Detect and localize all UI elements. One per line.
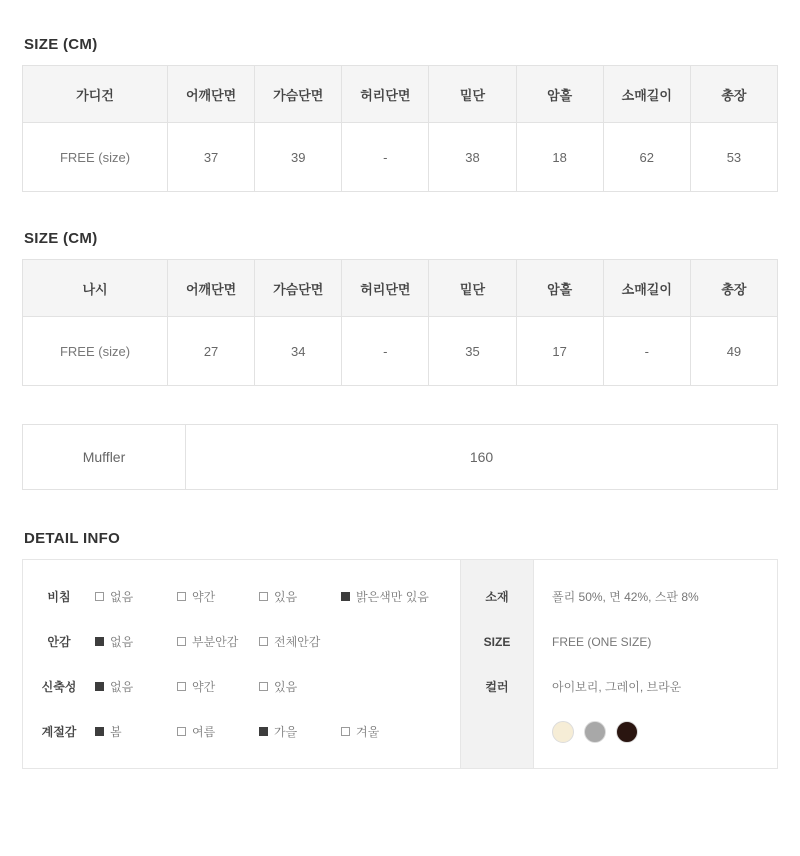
checkbox-checked-icon (341, 592, 350, 601)
detail-info-value-color: 아이보리, 그레이, 브라운 (552, 680, 682, 694)
muffler-value: 160 (186, 425, 778, 490)
table-cell: 53 (690, 123, 777, 192)
detail-row-options (95, 678, 460, 695)
size-table-sleeveless (22, 259, 778, 386)
muffler-label: Muffler (23, 425, 186, 490)
detail-row-label: 신축성 (41, 680, 77, 694)
checkbox-icon (177, 592, 186, 601)
table-header-cell: 어깨단면 (168, 66, 255, 123)
detail-option-label: 약간 (192, 590, 216, 604)
size-section-title-1: SIZE (CM) (24, 36, 98, 53)
detail-row-label: 비침 (47, 590, 71, 604)
table-cell: - (342, 123, 429, 192)
table-header-row (23, 66, 778, 123)
detail-info-label: 소재 (485, 590, 509, 604)
table-header-cell: 나시 (23, 260, 168, 317)
detail-info-title: DETAIL INFO (24, 530, 121, 547)
detail-info-values (534, 560, 777, 768)
table-header-cell: 허리단면 (342, 66, 429, 123)
detail-row-lining (23, 619, 460, 664)
table-row (23, 317, 778, 386)
detail-option-label: 봄 (110, 725, 122, 739)
detail-option[interactable] (259, 678, 297, 695)
table-header-cell: 소매길이 (603, 66, 690, 123)
table-cell: 39 (255, 123, 342, 192)
detail-row-label: 계절감 (41, 725, 77, 739)
detail-option-label: 부분안감 (192, 635, 239, 649)
detail-option-label: 없음 (110, 680, 134, 694)
detail-option[interactable] (95, 678, 171, 695)
size-table-cardigan (22, 65, 778, 192)
table-cell: 34 (255, 317, 342, 386)
checkbox-checked-icon (95, 727, 104, 736)
table-cell: 27 (168, 317, 255, 386)
table-header-cell: 암홀 (516, 66, 603, 123)
detail-row-see-through (23, 574, 460, 619)
checkbox-checked-icon (259, 727, 268, 736)
table-row (23, 123, 778, 192)
detail-option[interactable] (259, 723, 335, 740)
size-section-title-2: SIZE (CM) (24, 230, 98, 247)
checkbox-checked-icon (95, 637, 104, 646)
table-header-cell: 가슴단면 (255, 260, 342, 317)
table-cell: - (342, 317, 429, 386)
detail-info-labels (461, 560, 534, 768)
detail-option[interactable] (95, 588, 171, 605)
detail-option[interactable] (341, 723, 379, 740)
checkbox-icon (341, 727, 350, 736)
detail-option[interactable] (259, 588, 335, 605)
detail-row-label: 안감 (47, 635, 71, 649)
detail-info-panel (460, 560, 777, 768)
detail-option[interactable] (177, 678, 253, 695)
detail-row-options (95, 723, 460, 740)
checkbox-icon (177, 682, 186, 691)
detail-option-label: 밝은색만 있음 (356, 590, 429, 604)
table-cell: 49 (690, 317, 777, 386)
color-swatch-gray[interactable] (584, 721, 606, 743)
table-header-cell: 허리단면 (342, 260, 429, 317)
detail-option[interactable] (177, 723, 253, 740)
table-header-cell: 총장 (690, 260, 777, 317)
table-header-cell: 밑단 (429, 66, 516, 123)
checkbox-icon (259, 637, 268, 646)
table-cell: FREE (size) (23, 317, 168, 386)
detail-row-elasticity (23, 664, 460, 709)
detail-options-panel (23, 560, 460, 768)
detail-row-season (23, 709, 460, 754)
detail-option[interactable] (259, 633, 320, 650)
detail-option-label: 없음 (110, 635, 134, 649)
detail-row-options (95, 633, 460, 650)
detail-option-label: 가을 (274, 725, 298, 739)
table-header-row (23, 260, 778, 317)
checkbox-icon (95, 592, 104, 601)
detail-option[interactable] (95, 633, 171, 650)
muffler-table (22, 424, 778, 490)
detail-info-box (22, 559, 778, 769)
checkbox-checked-icon (95, 682, 104, 691)
detail-option-label: 전체안감 (274, 635, 321, 649)
detail-option-label: 없음 (110, 590, 134, 604)
detail-info-value-material: 폴리 50%, 면 42%, 스판 8% (552, 590, 699, 604)
checkbox-icon (259, 682, 268, 691)
table-cell: 18 (516, 123, 603, 192)
detail-option[interactable] (95, 723, 171, 740)
checkbox-icon (259, 592, 268, 601)
table-header-cell: 가슴단면 (255, 66, 342, 123)
checkbox-icon (177, 727, 186, 736)
table-header-cell: 소매길이 (603, 260, 690, 317)
table-cell: 38 (429, 123, 516, 192)
detail-row-options (95, 588, 460, 605)
color-swatches (552, 709, 777, 754)
detail-option[interactable] (177, 588, 253, 605)
color-swatch-brown[interactable] (616, 721, 638, 743)
detail-option-label: 여름 (192, 725, 216, 739)
table-cell: - (603, 317, 690, 386)
table-cell: 17 (516, 317, 603, 386)
table-cell: 37 (168, 123, 255, 192)
color-swatch-ivory[interactable] (552, 721, 574, 743)
table-header-cell: 밑단 (429, 260, 516, 317)
table-header-cell: 암홀 (516, 260, 603, 317)
table-cell: 35 (429, 317, 516, 386)
checkbox-icon (177, 637, 186, 646)
table-row (23, 425, 778, 490)
spacer (552, 560, 777, 574)
detail-option-label: 약간 (192, 680, 216, 694)
detail-info-label: SIZE (483, 634, 511, 649)
table-header-cell: 어깨단면 (168, 260, 255, 317)
detail-option-label: 있음 (274, 590, 298, 604)
table-header-cell: 가디건 (23, 66, 168, 123)
detail-info-value-size: FREE (ONE SIZE) (552, 634, 652, 649)
detail-option-label: 있음 (274, 680, 298, 694)
table-cell: 62 (603, 123, 690, 192)
detail-info-label: 컬러 (485, 680, 509, 694)
spacer (461, 560, 533, 574)
detail-option[interactable] (341, 588, 429, 605)
detail-option-label: 겨울 (356, 725, 380, 739)
table-header-cell: 총장 (690, 66, 777, 123)
detail-option[interactable] (177, 633, 253, 650)
table-cell: FREE (size) (23, 123, 168, 192)
